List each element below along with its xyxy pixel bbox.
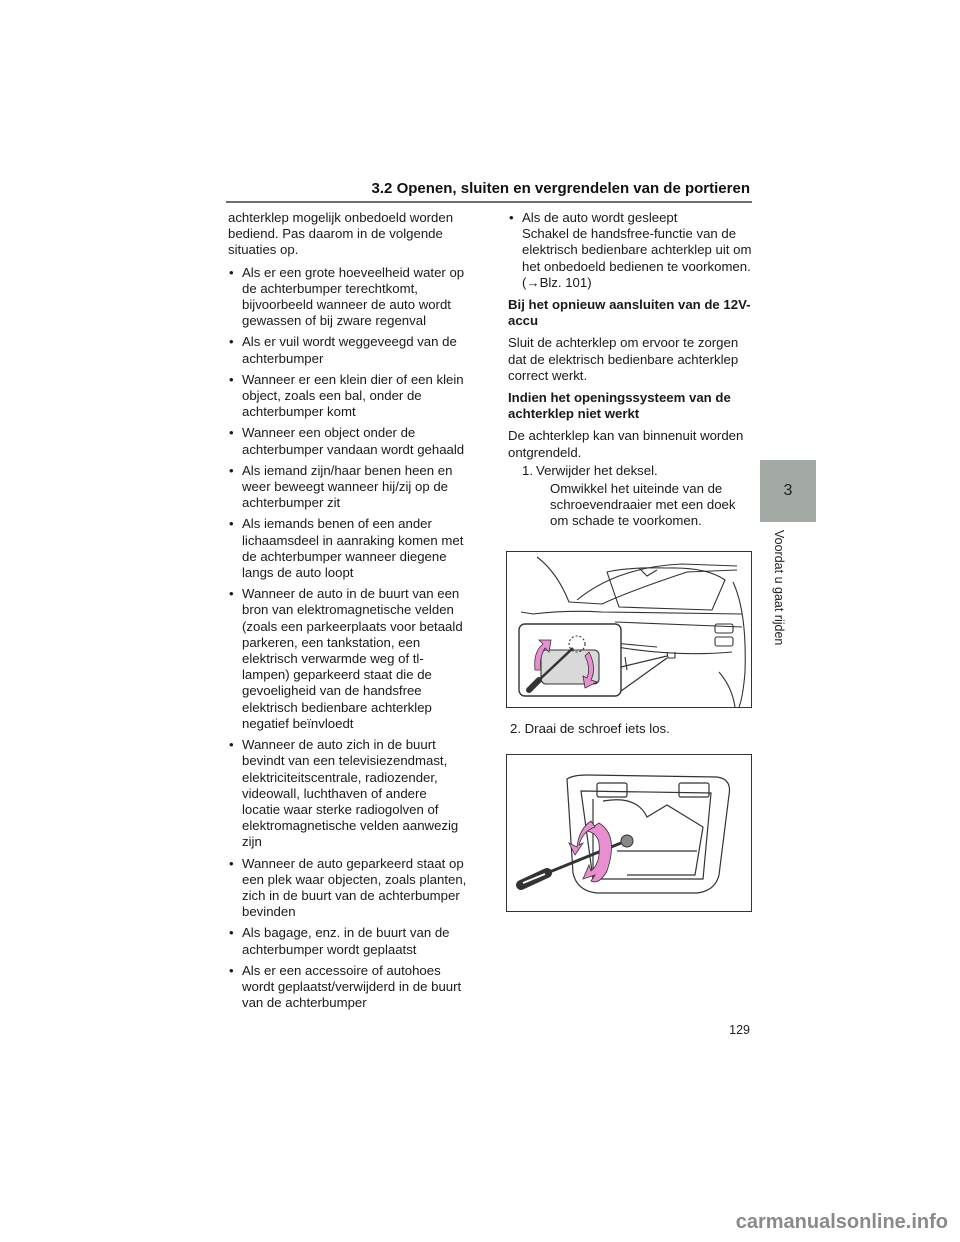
section-title: 3.2 Openen, sluiten en vergrendelen van de portieren [371,180,750,197]
watermark: carmanualsonline.info [735,1211,948,1233]
list-item: • Als er een grote hoeveelheid water op de achterbumper terechtkomt, bijvoorbeeld wanneer de auto wordt gewassen of bij zware regenval [228,265,468,330]
left-column [228,210,468,1016]
list-item: • Als er een accessoire of autohoes wordt geplaatst/verwijderd in de buurt van de achterbumper [228,963,468,1012]
list-item: • Wanneer de auto zich in de buurt bevindt van een televisiezendmast, elektriciteitscentrale, radiozender, videowall, luchthaven of andere locatie waar sterke radiogolven of elektromagnetische velden aanwezig zijn [228,737,468,850]
step-note: Omwikkel het uiteinde van de schroevendraaier met een doek om schade te voorkomen. [550,481,736,529]
list-item: • Als bagage, enz. in de buurt van de achterbumper wordt geplaatst [228,925,468,957]
heading-12v: Bij het opnieuw aansluiten van de 12V-accu [508,297,751,329]
tailgate-cover-drawing [507,552,751,707]
chapter-tab [760,460,816,522]
header-divider [226,201,752,203]
tailgate-cover-illustration [506,551,752,708]
list-item: • Als de auto wordt gesleept [508,210,752,226]
step-1 [522,463,752,530]
step-number: 1. [522,462,533,478]
screw-loosen-illustration [506,754,752,912]
chapter-title: Voordat u gaat rijden [772,530,786,646]
right-column [508,210,752,530]
page-number: 129 [729,1023,750,1037]
list-item: • Als iemand zijn/haar benen heen en weer beweegt wanneer hij/zij op de achterbumper zit [228,463,468,512]
list-item: • Wanneer de auto in de buurt van een bron van elektromagnetische velden (zoals een parkeerplaats voor betaald parkeren, een tankstation, een elektrisch verwarmde weg of tl-lampen) geparkeerd staat die de gevoeligheid van de handsfree elektrisch bedienbare achterklep negatief beïnvloedt [228,586,468,732]
step-title: Verwijder het deksel. [536,462,658,478]
screw-loosen-drawing [507,755,751,911]
heading-opening-system: Indien het openingssysteem van de achterklep niet werkt [508,390,731,422]
paragraph-opening-system: De achterklep kan van binnenuit worden ontgrendeld. [508,428,744,460]
list-item: • Wanneer de auto geparkeerd staat op een plek waar objecten, zoals planten, zich in de buurt van de achterbumper bevinden [228,856,468,921]
step-2: 2. Draai de schroef iets los. [510,721,670,736]
tow-paragraph: Schakel de handsfree-functie van de elektrisch bedienbare achterklep uit om het onbedoeld bedienen te voorkomen. (→Blz. 101) [522,226,752,290]
intro-paragraph: achterklep mogelijk onbedoeld worden bediend. Pas daarom in de volgende situaties op. [228,210,454,258]
tow-list [508,210,752,226]
list-item: • Wanneer er een klein dier of een klein object, zoals een bal, onder de achterbumper komt [228,372,468,421]
paragraph-12v: Sluit de achterklep om ervoor te zorgen dat de elektrisch bedienbare achterklep correct werkt. [508,335,739,383]
list-item: • Als iemands benen of een ander lichaamsdeel in aanraking komen met de achterbumper wanneer diegene langs de auto loopt [228,516,468,581]
situation-list [228,265,468,1012]
list-item: • Als er vuil wordt weggeveegd van de achterbumper [228,334,468,366]
list-item: • Wanneer een object onder de achterbumper vandaan wordt gehaald [228,425,468,457]
chapter-number: 3 [783,482,793,499]
